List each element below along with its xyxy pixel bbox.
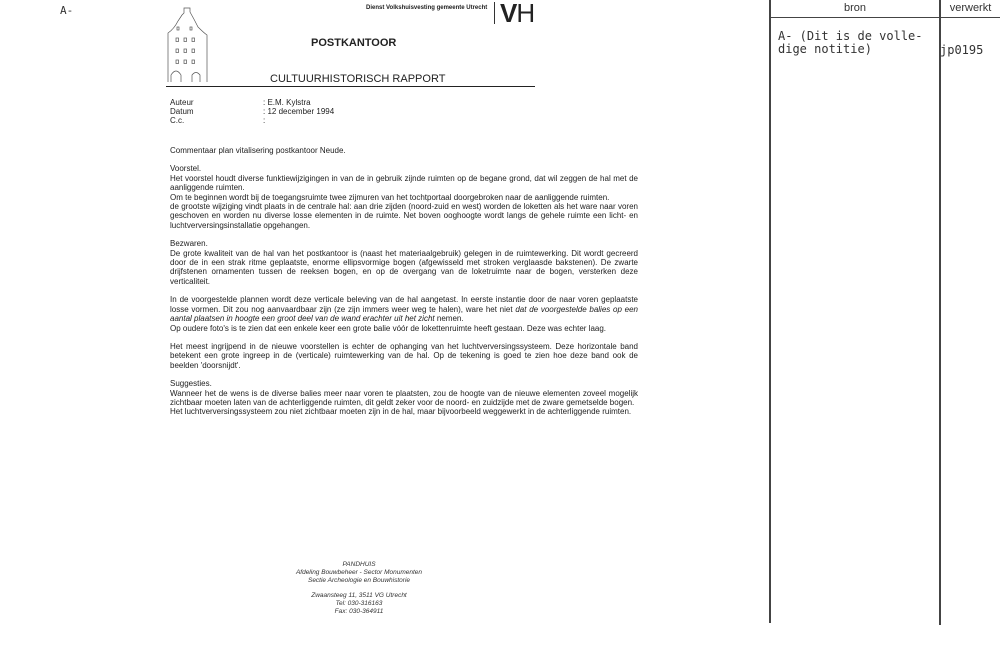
paragraph: de grootste wijziging vindt plaats in de centrale hal: aan drie zijden (noord-zuid en west) worden de loketten als het ware naar voren geschoven en worden nu diverse losse elementen in de ruimte. Net boven ooghoogte wordt langs de gehele ruimte een licht- en luchtverversingsinstallatie opgehangen. xyxy=(170,202,638,230)
section-title-suggesties: Suggesties. xyxy=(170,379,212,389)
meta-labels xyxy=(170,98,194,125)
footer-address-block xyxy=(270,561,448,616)
table-header-rule xyxy=(769,17,1000,18)
meta-label-datum: Datum xyxy=(170,107,194,116)
table-cell-verwerkt: jp0195 xyxy=(940,43,984,57)
document-body xyxy=(170,146,638,417)
meta-label-auteur: Auteur xyxy=(170,98,194,107)
paragraph: Het luchtverversingssysteem zou niet zichtbaar moeten zijn in de hal, maar bijvoorbeeld weggewerkt in de achterliggende ruimten. xyxy=(170,407,632,417)
organisation-name: Dienst Volkshuisvesting gemeente Utrecht xyxy=(366,5,488,11)
paragraph: Op oudere foto's is te zien dat een enkele keer een grote balie vóór de lokettenruimte heeft gestaan. Deze was echter laag. xyxy=(170,323,607,333)
text-run: In de voorgestelde plannen wordt deze verticale beleving van de hal aangetast. In eerste instantie door de naar voren geplaatste losse vormen. Dit zou nog aanvaardbaar zijn (ze zijn immers weer weg te halen), ware het niet xyxy=(170,295,638,314)
logo-divider xyxy=(494,2,495,24)
logo-letter-v: V xyxy=(500,0,517,28)
table-cell-bron: A- (Dit is de volle- dige notitie) xyxy=(778,29,923,56)
text-run: nemen. xyxy=(436,314,464,324)
meta-values xyxy=(263,98,334,125)
document-title: POSTKANTOOR xyxy=(311,37,397,49)
paragraph: Wanneer het de wens is de diverse balies meer naar voren te plaatsten, zou de hoogte van de nieuwe elementen zoveel mogelijk zichtbaar moeten laten van de achterliggende ruimten, dit geldt zeker voor de noord- en zuidzijde met de zware gemetselde bogen. xyxy=(170,388,638,407)
meta-value-auteur: : E.M. Kylstra xyxy=(263,98,311,107)
footer-address: Zwaansteeg 11, 3511 VG Utrecht xyxy=(311,591,407,599)
footer-name: PANDHUIS xyxy=(342,561,376,568)
building-logo-icon xyxy=(166,5,210,83)
footer-section: Sectie Archeologie en Bouwhistorie xyxy=(307,577,410,585)
italic-text-run: dat de voorgestelde balies op een aantal plaatsen in hoogte een groot deel van de wand erachter uit het zicht xyxy=(170,304,638,324)
footer-fax: Fax: 030-364911 xyxy=(334,608,384,616)
page-marker: A- xyxy=(60,4,74,17)
paragraph: Het meest ingrijpend in de nieuwe voorstellen is echter de ophanging van het luchtverversingssysteem. Deze horizontale band betekent een grote ingreep in de (verticale) ruimtewerking van de hal. Op de tekening is goed te zien hoe deze band ook de beelden 'doorsnijdt'. xyxy=(170,341,638,370)
footer-tel: Tel: 030-316163 xyxy=(335,599,383,607)
footer-department: Afdeling Bouwbeheer - Sector Monumenten xyxy=(295,569,423,577)
table-border-middle xyxy=(939,0,941,625)
header-rule xyxy=(166,86,535,87)
body-heading: Commentaar plan vitalisering postkantoor Neude. xyxy=(170,146,346,155)
meta-label-cc: C.c. xyxy=(170,116,185,125)
table-header-bron: bron xyxy=(843,2,867,14)
section-title-voorstel: Voorstel. xyxy=(170,164,202,174)
vh-logo xyxy=(500,0,534,29)
paragraph: Om te beginnen wordt bij de toegangsruimte twee zijmuren van het tochtportaal doorgebroken naar de aanliggende ruimten. xyxy=(170,192,610,202)
section-title-bezwaren: Bezwaren. xyxy=(170,239,208,249)
table-header-verwerkt: verwerkt xyxy=(949,2,992,14)
meta-value-datum: : 12 december 1994 xyxy=(263,107,335,116)
paragraph: Het voorstel houdt diverse funktiewijzigingen in van de in gebruik zijnde ruimten op de begane grond, dat wil zeggen de hal met de aanliggende ruimten. xyxy=(170,173,638,193)
paragraph: De grote kwaliteit van de hal van het postkantoor is (naast het materiaalgebruik) gelegen in de ruimtewerking. Dit wordt gecreerd door de in een strak ritme geplaatste, enorme ellipsvormige bogen (afgewisseld met stroken verglaasde bakstenen). De zwarte drijfstenen ornamenten tussen de reeksen bogen, en op de overgang van de loketruimte naar de bogen, versterken deze verticaliteit. xyxy=(170,248,638,286)
meta-value-cc: : xyxy=(263,116,266,125)
paragraph xyxy=(170,295,638,323)
logo-letter-h: H xyxy=(516,0,535,28)
table-border-left xyxy=(769,0,771,623)
document-subtitle: CULTUURHISTORISCH RAPPORT xyxy=(270,73,446,85)
